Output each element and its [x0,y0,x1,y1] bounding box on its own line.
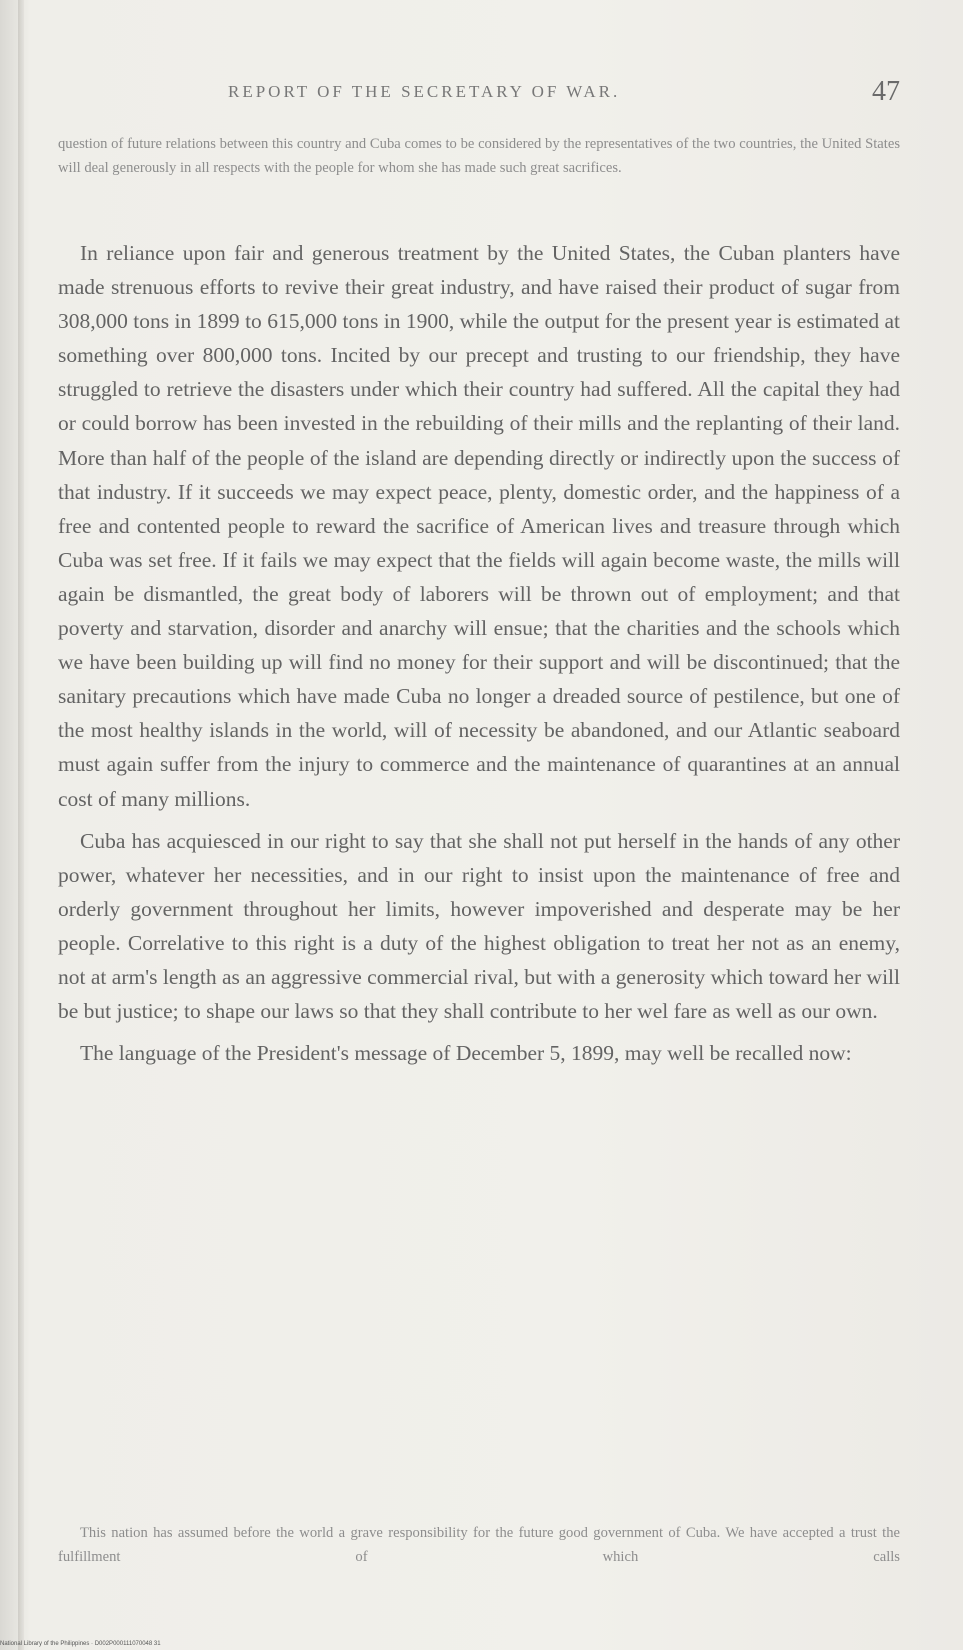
bottom-quote [58,1521,900,1569]
main-body [58,236,900,1070]
paragraph-1: In reliance upon fair and generous treatment by the United States, the Cuban planters have made strenuous efforts to revive their great industry, and have raised their product of sugar from 308,000 tons in 1899 to 615,000 tons in 1900, while the output for the present year is estimated at something over 800,000 tons. Incited by our precept and trusting to our friendship, they have struggled to retrieve the disasters under which their country had suffered. All the capital they had or could borrow has been invested in the rebuilding of their mills and the replanting of their land. More than half of the people of the island are depending directly or indirectly upon the success of that industry. If it succeeds we may expect peace, plenty, domestic order, and the happiness of a free and contented people to reward the sacrifice of American lives and treasure through which Cuba was set free. If it fails we may expect that the fields will again become waste, the mills will again be dismantled, the great body of laborers will be thrown out of employment; and that poverty and starvation, disorder and anarchy will ensue; that the charities and the schools which we have been building up will find no money for their support and will be discontinued; that the sanitary precautions which have made Cuba no longer a dreaded source of pestilence, but one of the most healthy islands in the world, will of necessity be abandoned, and our Atlantic seaboard must again suffer from the injury to commerce and the maintenance of quarantines at an annual cost of many millions. [58,241,900,811]
scan-credit: National Library of the Philippines · D002P000111070048 31 [0,1641,161,1647]
running-title: REPORT OF THE SECRETARY OF WAR. [228,82,621,101]
paragraph-3: The language of the President's message of December 5, 1899, may well be recalled now: [80,1041,852,1066]
top-quote-text: question of future relations between this country and Cuba comes to be considered by the representatives of the two countries, the United States will deal generously in all respects with the people for whom she has made such great sacrifices. [58,136,900,176]
page-number: 47 [872,76,900,107]
binding-shadow [18,0,24,1650]
paragraph-2: Cuba has acquiesced in our right to say that she shall not put herself in the hands of any other power, whatever her necessities, and in our right to insist upon the maintenance of free and orderly government throughout her limits, however impoverished and desperate may be her people. Correlative to this right is a duty of the highest obligation to treat her not as an enemy, not at arm's length as an aggressive commercial rival, but with a generosity which toward her will be but justice; to shape our laws so that they shall contribute to her wel fare as well as our own. [58,828,900,1024]
bottom-quote-text: This nation has assumed before the world a grave responsibility for the future good government of Cuba. We have accepted a trust the fulfillment of which calls [58,1525,900,1565]
top-quote [58,132,900,180]
